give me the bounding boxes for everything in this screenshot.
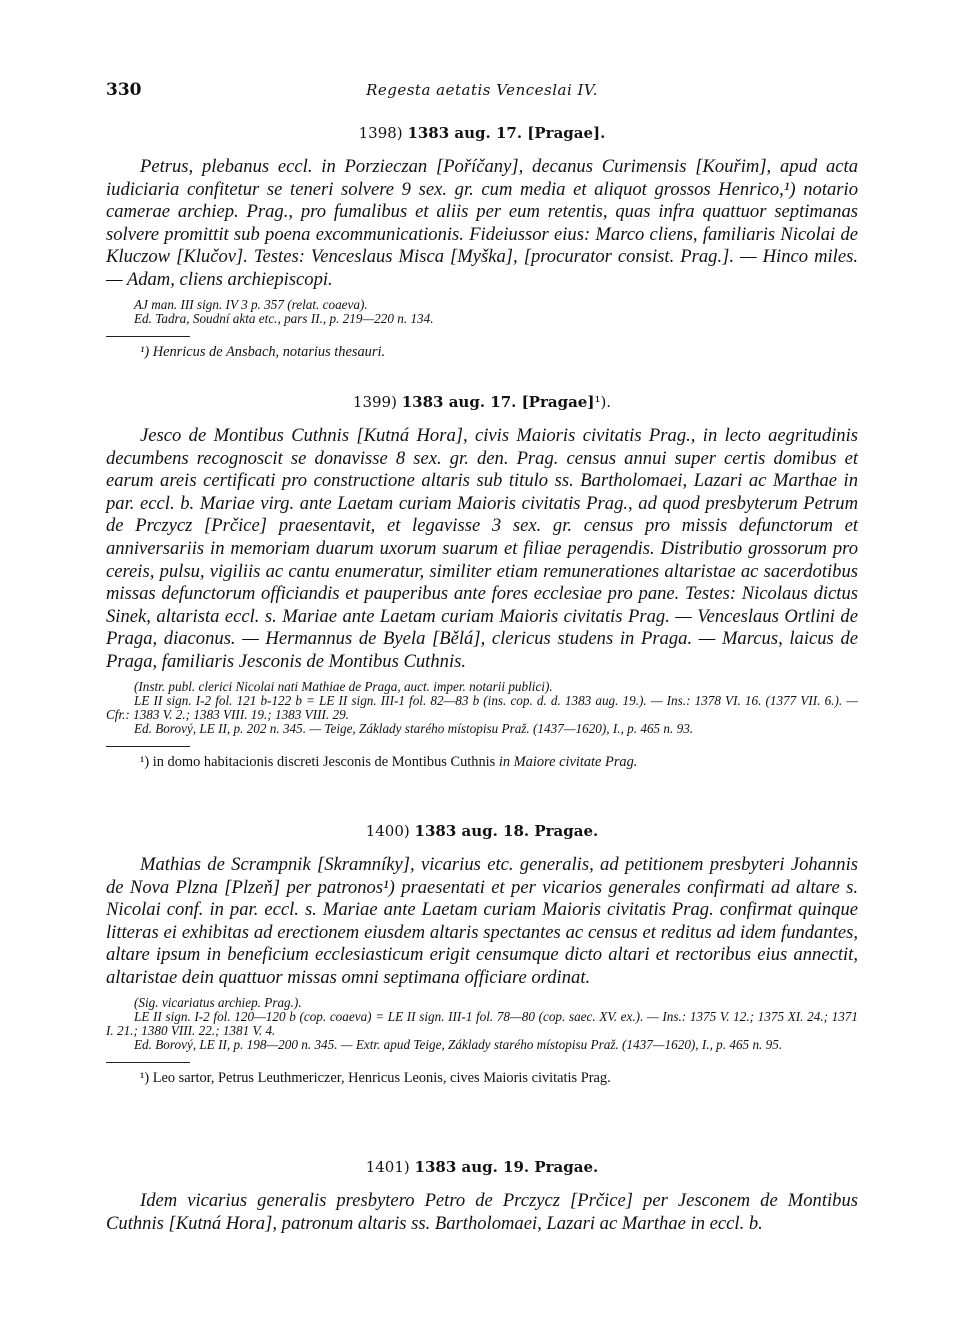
entry-number: 1398) xyxy=(358,124,403,142)
entry-1400 xyxy=(106,822,858,1087)
entry-number: 1400) xyxy=(365,822,410,840)
footnote-rule xyxy=(106,746,190,747)
footnote-rule xyxy=(106,1062,190,1063)
entry-number: 1399) xyxy=(352,393,397,411)
source-line: AJ man. III sign. IV 3 p. 357 (relat. coaeva). xyxy=(134,296,368,312)
page-header xyxy=(106,80,858,104)
footnote-text: ¹) in domo habitacionis discreti Jesconis de Montibus Cuthnis xyxy=(140,753,499,770)
entry-heading xyxy=(106,1158,858,1176)
footnote: ¹) Leo sartor, Petrus Leuthmericzer, Henricus Leonis, cives Maioris civitatis Prag. xyxy=(140,1069,611,1086)
footnote-italic: in Maiore civitate Prag. xyxy=(498,753,638,770)
entry-date-footnote-mark: ¹). xyxy=(594,393,612,411)
entry-date: 1383 aug. 18. Pragae. xyxy=(414,822,599,840)
source-line: Ed. Tadra, Soudní akta etc., pars II., p. 219—220 n. 134. xyxy=(134,310,434,326)
entry-regest: Mathias de Scrampnik [Skramníky], vicarius etc. generalis, ad petitionem presbyteri Johannis de Nova Plzna [Plzeň] per patronos¹) praesentati et per vicarios generales confirmati ad altare s. Nicolai conf. in par. eccl. s. Mariae ante Laetam curiam Maioris civitatis Prag. confirmat quinque litteras ei exhibitas ad erectionem eiusdem altaris spectantes ac census et reditus ad idem fundantes, altare ipsum in beneficium ecclesiasticum erigit censumque dicto altari et rectoribus eius annectit, altaristae dein quattuor missas omni septimana officiare ordinat. xyxy=(106,854,858,988)
footnote-rule xyxy=(106,336,190,337)
entry-date: 1383 aug. 17. [Pragae]. xyxy=(407,124,606,142)
entry-regest: Idem vicarius generalis presbytero Petro de Prczycz [Prčice] per Jesconem de Montibus Cuthnis [Kutná Hora], patronum altaris ss. Bartholomaei, Lazari ac Marthae in eccl. b. xyxy=(106,1190,858,1234)
entry-1401 xyxy=(106,1158,858,1235)
entry-sources xyxy=(106,996,858,1052)
entry-date: 1383 aug. 19. Pragae. xyxy=(414,1158,599,1176)
entry-heading xyxy=(106,822,858,840)
entry-number: 1401) xyxy=(365,1158,410,1176)
source-line: Ed. Borový, LE II, p. 198—200 n. 345. — Extr. apud Teige, Základy starého místopisu Praž. (1437—1620), I., p. 465 n. 95. xyxy=(134,1036,783,1052)
footnote xyxy=(106,753,858,771)
entry-sources xyxy=(106,298,858,326)
running-title: Regesta aetatis Venceslai IV. xyxy=(366,81,598,99)
source-line: Ed. Borový, LE II, p. 202 n. 345. — Teige, Základy starého místopisu Praž. (1437—1620), I., p. 465 n. 93. xyxy=(134,720,694,736)
entry-regest: Jesco de Montibus Cuthnis [Kutná Hora], civis Maioris civitatis Prag., in lecto aegritudinis decumbens recognoscit se donavisse 8 sex. gr. den. Prag. census annui super certis domibus et earum areis certificati pro constructione altaris sub titulo ss. Bartholomaei, Lazari ac Marthae in par. eccl. b. Mariae virg. ante Laetam curiam Maioris civitatis Prag., ad quod presbyterum Petrum de Prczycz [Prčice] praesentavit, et legavisse 3 sex. gr. census pro missis defunctorum et anniversariis in memoriam duarum uxorum suarum et filiae peragendis. Distributio grossorum pro cereis, pulsu, vigiliis ac cantu enumeratur, similiter etiam remunerationes altaristae ac sacerdotibus missas defunctorum officiandis et pauperibus ante fores ecclesiae pro pane. Testes: Nicolaus dictus Sinek, altarista eccl. s. Mariae ante Laetam curiam Maioris civitatis Prag. — Venceslaus Ortlini de Praga, diaconus. — Hermannus de Byela [Bělá], clericus studens in Praga. — Marcus, laicus de Praga, familiaris Jesconis de Montibus Cuthnis. xyxy=(106,425,858,672)
source-line: LE II sign. I-2 fol. 120—120 b (cop. coaeva) = LE II sign. III-1 fol. 78—80 (cop. saec. XV. ex.). — Ins.: 1375 V. 12.; 1375 XI. 24.; 1371 I. 21.; 1380 VIII. 22.; 1381 V. 4. xyxy=(106,1008,858,1038)
source-line: (Sig. vicariatus archiep. Prag.). xyxy=(134,994,302,1010)
entry-1399 xyxy=(106,393,858,771)
source-line: (Instr. publ. clerici Nicolai nati Mathiae de Praga, auct. imper. notarii publici). xyxy=(134,678,553,694)
entry-regest: Petrus, plebanus eccl. in Porzieczan [Poříčany], decanus Curimensis [Kouřim], apud acta iudiciaria confitetur se teneri solvere 9 sex. gr. cum media et aliquot grossos Henrico,¹) notario camerae archiep. Prag., pro fumalibus et aliis per eum retentis, quas infra quattuor septimanas solvere promittit sub poena excommunicationis. Fideiussor eius: Marco cliens, familiaris Nicolai de Kluczow [Klučov]. Testes: Venceslaus Misca [Myška], [procurator consist. Prag.]. — Hinco miles. — Adam, cliens archiepiscopi. xyxy=(106,156,858,290)
footnote: ¹) Henricus de Ansbach, notarius thesauri. xyxy=(140,343,386,360)
entry-heading xyxy=(106,124,858,142)
page-number: 330 xyxy=(106,80,142,100)
entry-sources xyxy=(106,680,858,736)
entry-1398 xyxy=(106,124,858,361)
source-line: LE II sign. I-2 fol. 121 b-122 b = LE II sign. III-1 fol. 82—83 b (ins. cop. d. d. 1383 aug. 19.). — Ins.: 1378 VI. 16. (1377 VII. 6.). — Cfr.: 1383 V. 2.; 1383 VIII. 19.; 1383 VIII. 29. xyxy=(106,692,858,722)
entry-date: 1383 aug. 17. [Pragae] xyxy=(401,393,595,411)
entry-heading xyxy=(106,393,858,411)
